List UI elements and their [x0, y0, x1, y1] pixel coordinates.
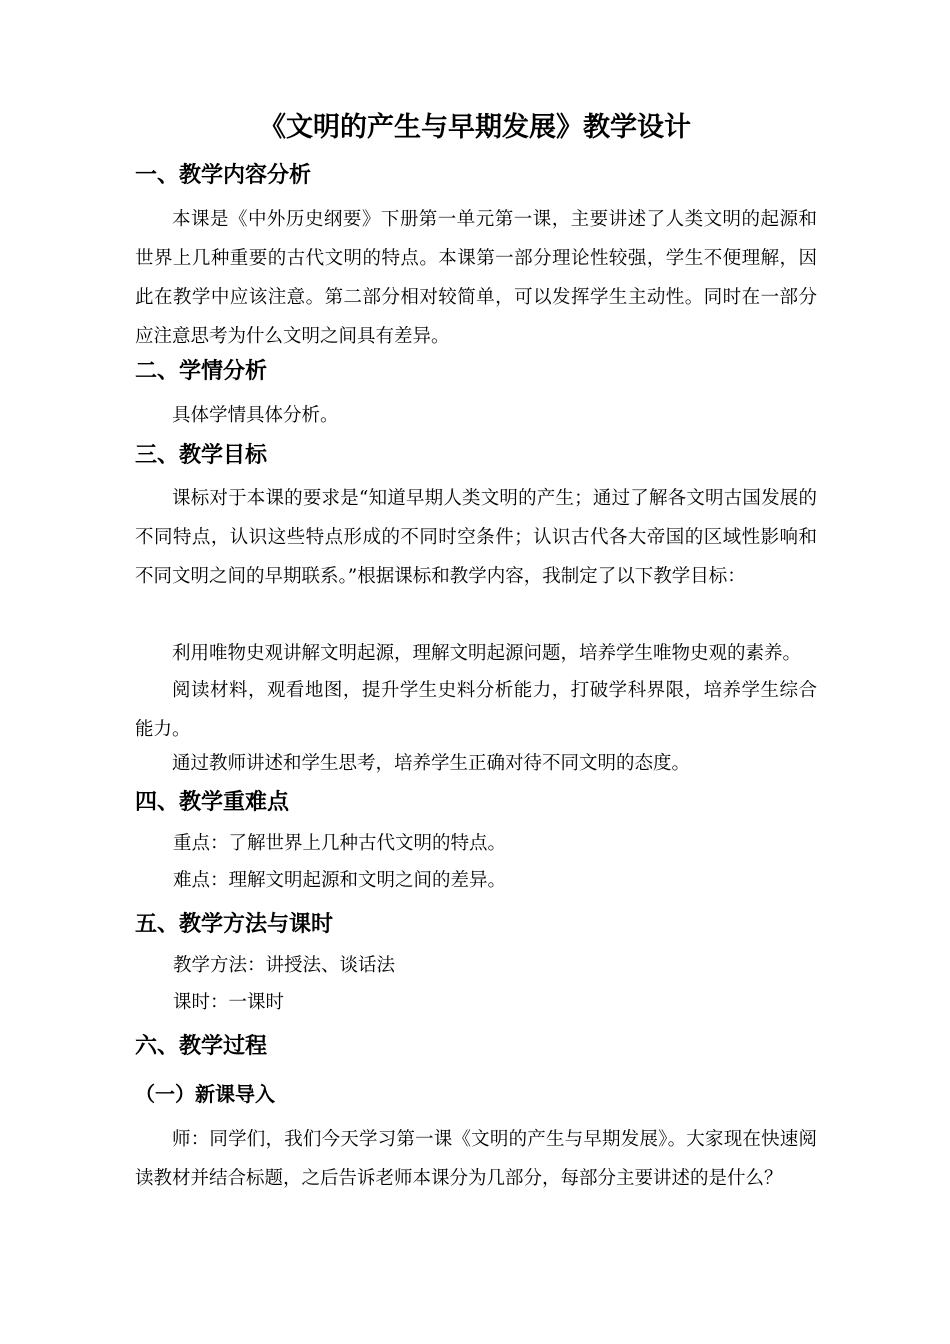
- content-analysis-paragraph: 本课是《中外历史纲要》下册第一单元第一课，主要讲述了人类文明的起源和世界上几种重要的古代文明的特点。本课第一部分理论性较强，学生不便理解，因此在教学中应该注意。第二部分相对较简单，可以发挥学生主动性。同时在一部分应注意思考为什么文明之间具有差异。: [135, 209, 817, 347]
- class-hours-line: 课时：一课时: [173, 992, 285, 1013]
- section-heading-teaching-goals: 三、教学目标: [135, 443, 268, 468]
- teaching-goals-paragraph: 课标对于本课的要求是“知道早期人类文明的产生；通过了解各文明古国发展的不同特点，认识这些特点形成的不同时空条件；认识古代各大帝国的区域性影响和不同文明之间的早期联系。”根据课标和教学内容，我制定了以下教学目标：: [135, 488, 817, 587]
- document-title: 《文明的产生与早期发展》教学设计: [259, 112, 691, 143]
- section-heading-student-analysis: 二、学情分析: [135, 359, 268, 384]
- subsection-heading-lesson-intro: （一）新课导入: [135, 1082, 275, 1106]
- teaching-goal-2: 阅读材料，观看地图，提升学生史料分析能力，打破学科界限，培养学生综合能力。: [135, 680, 817, 740]
- student-analysis-paragraph: 具体学情具体分析。: [172, 405, 339, 426]
- lesson-intro-paragraph: 师：同学们，我们今天学习第一课《文明的产生与早期发展》。大家现在快速阅读教材并结合标题，之后告诉老师本课分为几部分，每部分主要讲述的是什么？: [135, 1129, 817, 1189]
- section-heading-teaching-process: 六、教学过程: [135, 1034, 268, 1059]
- section-heading-key-points: 四、教学重难点: [135, 790, 290, 815]
- section-heading-methods: 五、教学方法与课时: [135, 912, 334, 937]
- teaching-goal-3: 通过教师讲述和学生思考，培养学生正确对待不同文明的态度。: [172, 753, 691, 774]
- section-heading-content-analysis: 一、教学内容分析: [135, 163, 312, 188]
- key-point-line: 重点：了解世界上几种古代文明的特点。: [173, 833, 507, 854]
- teaching-goal-1: 利用唯物史观讲解文明起源，理解文明起源问题，培养学生唯物史观的素养。: [172, 643, 802, 664]
- difficult-point-line: 难点：理解文明起源和文明之间的差异。: [173, 870, 507, 891]
- teaching-method-line: 教学方法：讲授法、谈话法: [173, 955, 396, 976]
